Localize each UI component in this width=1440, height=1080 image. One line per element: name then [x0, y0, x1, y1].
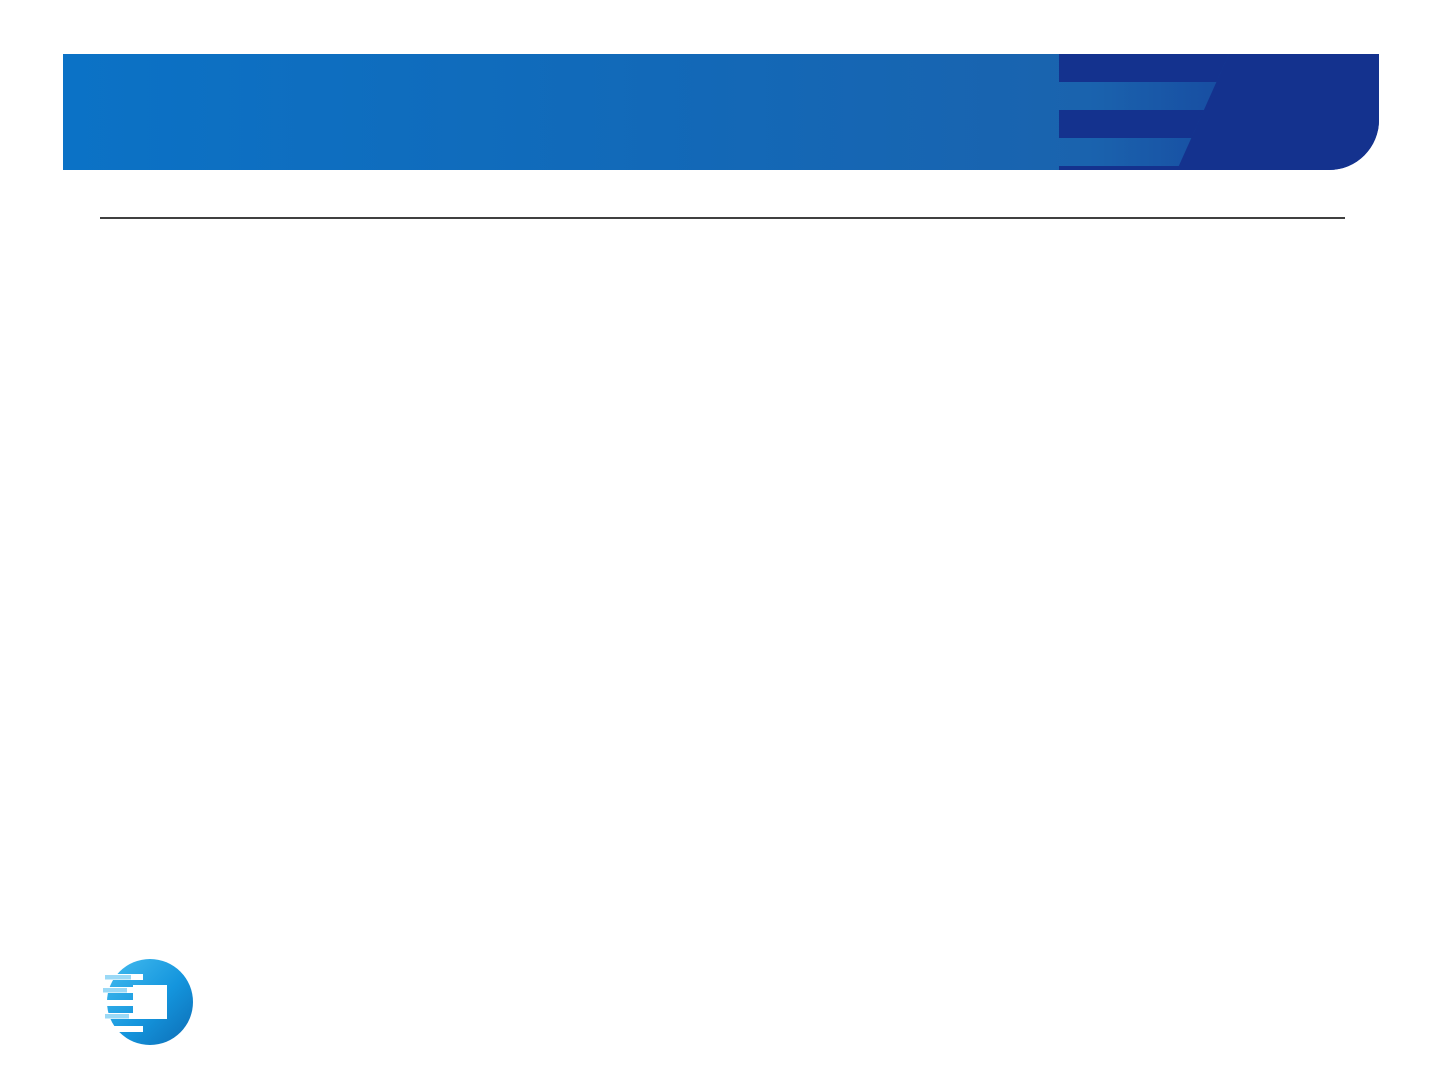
- header-status: [510, 187, 1345, 217]
- banner-stripes-decoration: [1059, 54, 1379, 170]
- px-status-table: [100, 187, 1345, 219]
- header-region: [100, 187, 207, 217]
- title-banner: [63, 54, 1379, 170]
- header-capacity: [368, 187, 510, 217]
- table-header-row: [100, 187, 1345, 219]
- company-logo: [103, 956, 403, 1048]
- header-company: [207, 187, 368, 217]
- logo-globe-icon: [103, 956, 195, 1048]
